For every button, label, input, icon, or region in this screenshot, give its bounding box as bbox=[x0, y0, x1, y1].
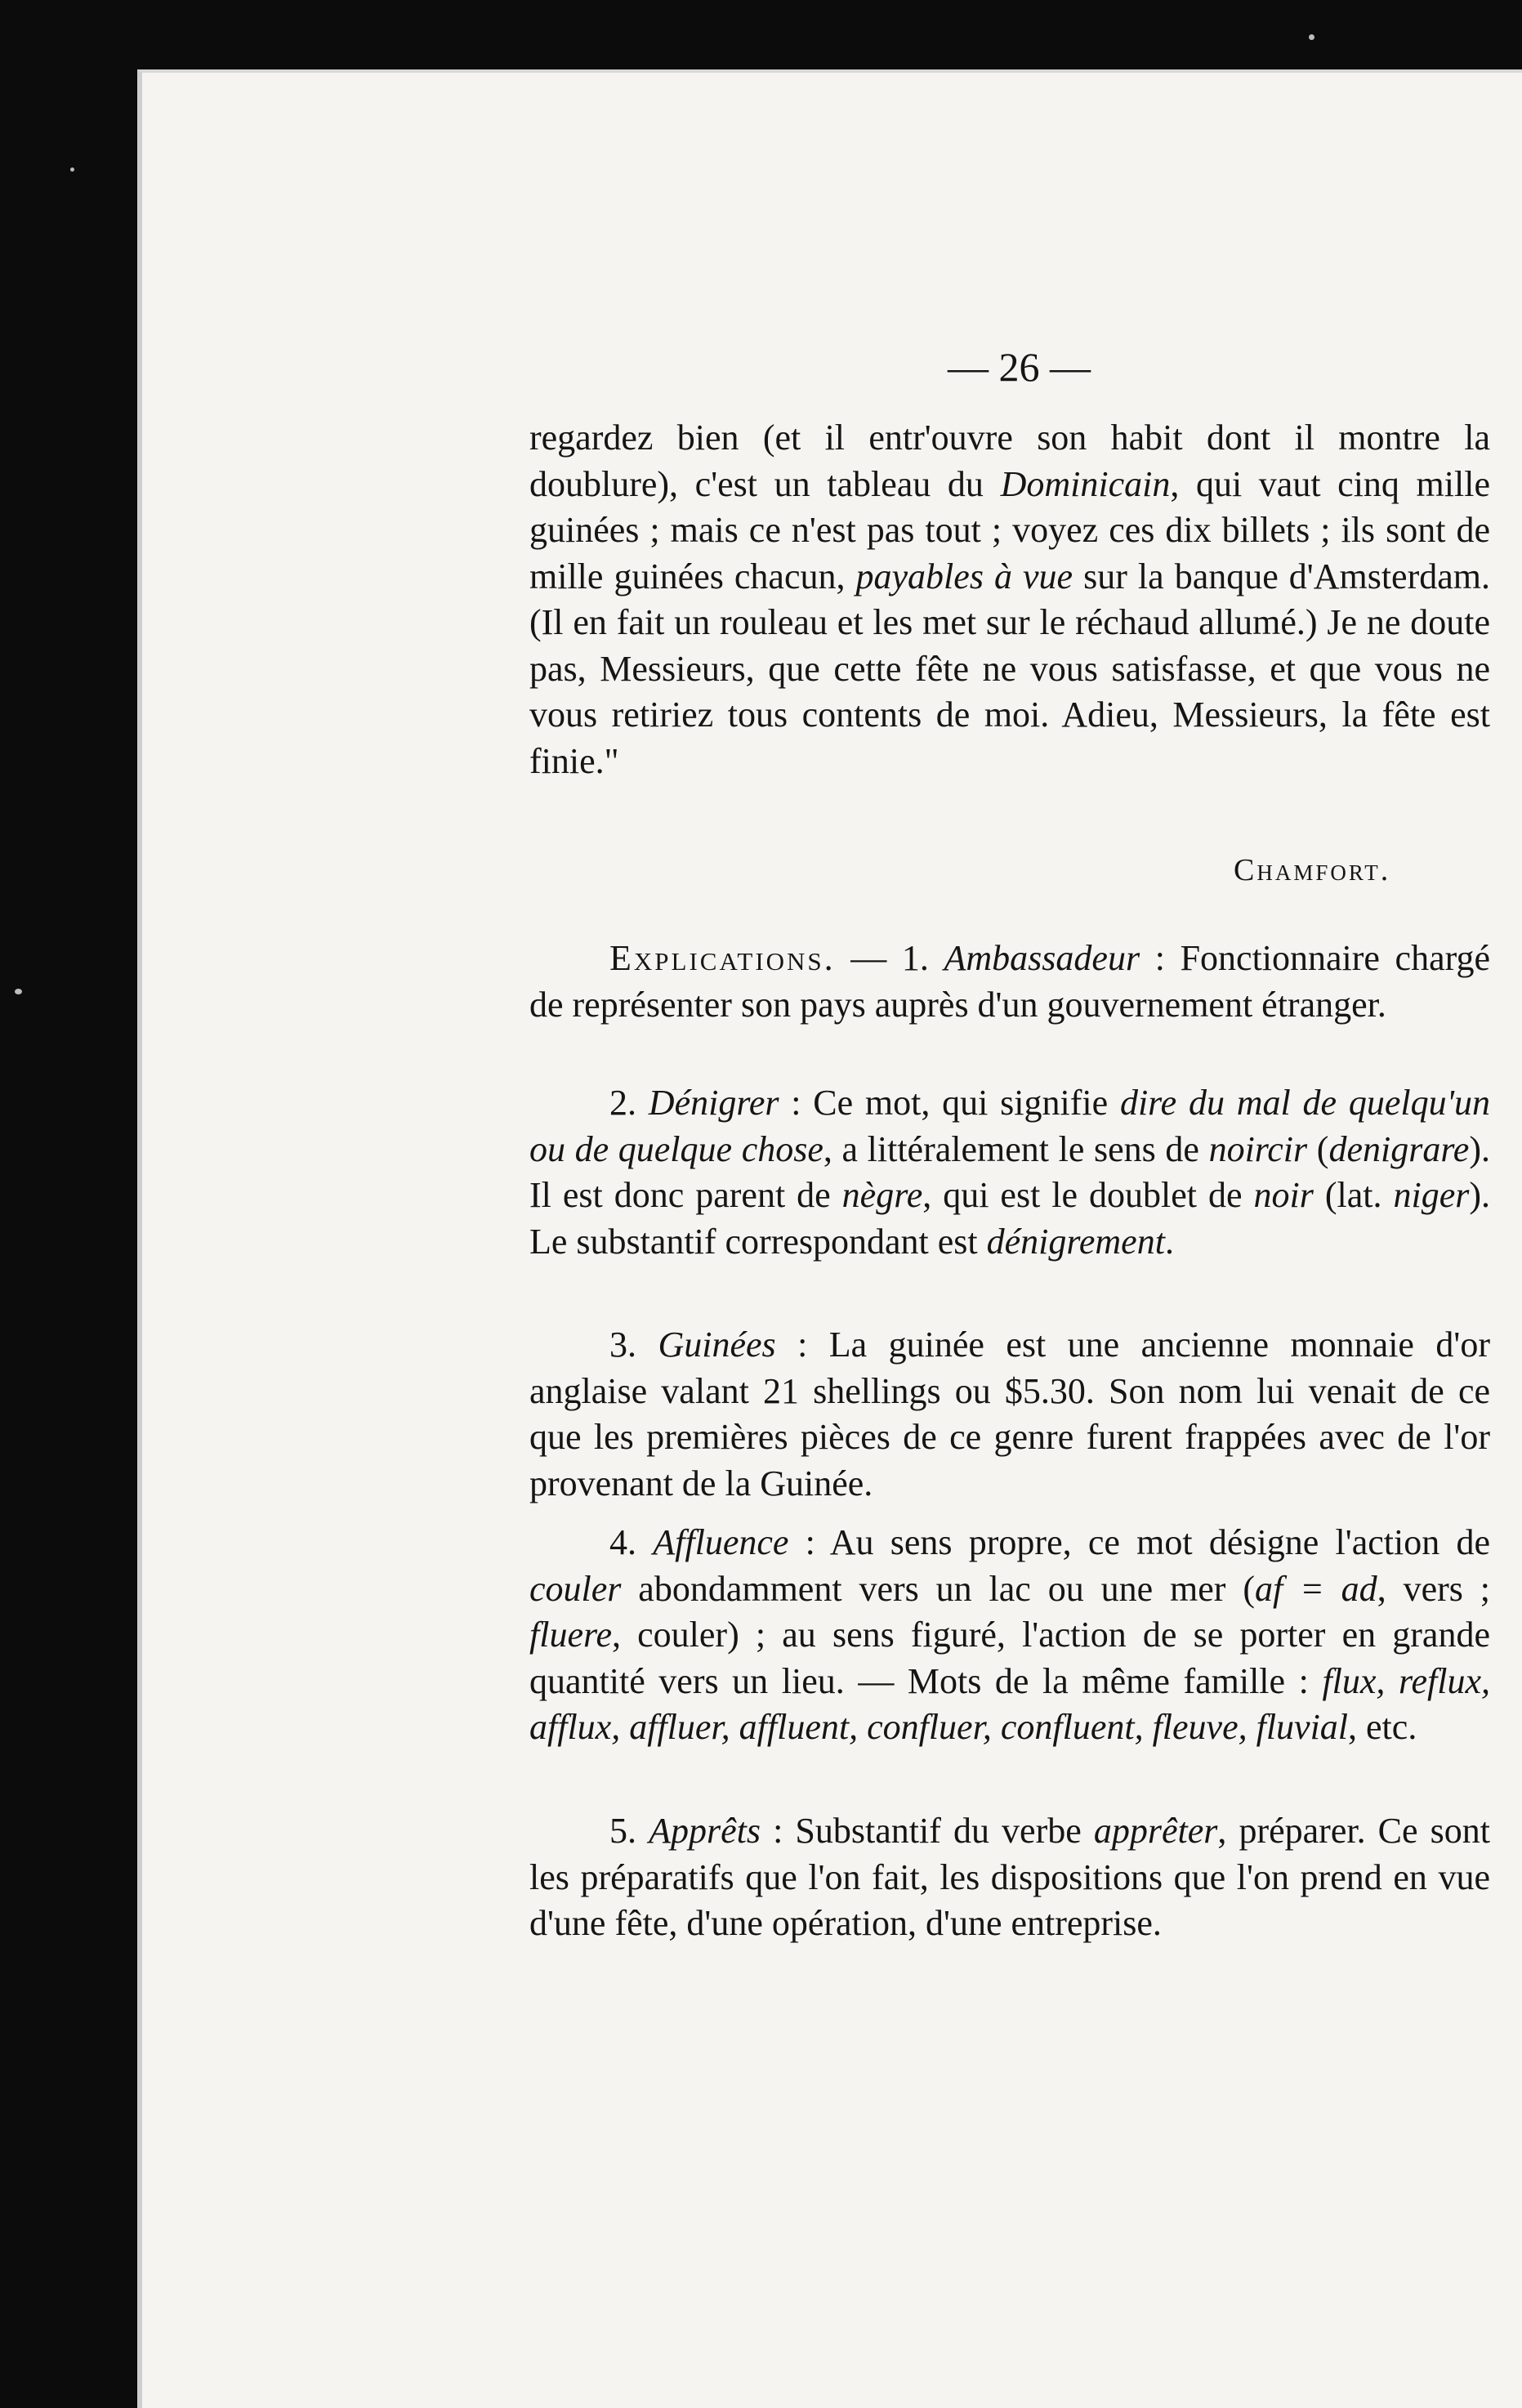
page-number: — 26 — bbox=[948, 344, 1091, 390]
continuation-text-after-2: sur la banque d'Amsterdam. (Il en fait un rouleau et les met sur le réchaud allumé.) Je ne doute pas, Messieurs, que cette fête ne vous satisfasse, et que vous ne vous retiriez tous contents de moi. Adieu, Messieurs, la fête est finie." bbox=[529, 556, 1490, 781]
item-body: La guinée est une ancienne monnaie d'or anglaise valant 21 shellings ou $5.30. Son nom lui venait de ce que les premières pièces de ce genre furent frappées avec de l'or provenant de la Guinée. bbox=[529, 1325, 1490, 1503]
item-body-italic: noir bbox=[1253, 1175, 1314, 1215]
item-separator: : bbox=[760, 1811, 796, 1851]
item-body-italic: apprêter bbox=[1093, 1811, 1218, 1851]
continuation-italic: Dominicain bbox=[1000, 463, 1171, 504]
item-body-italic: couler bbox=[529, 1568, 622, 1609]
item-body-text: Substantif du verbe bbox=[795, 1811, 1094, 1851]
explication-item-5 bbox=[529, 1808, 1490, 1947]
item-body-italic: dénigrement bbox=[986, 1221, 1165, 1262]
explication-item-2 bbox=[529, 1080, 1490, 1265]
item-body-text: , a littéralement le sens de bbox=[823, 1128, 1209, 1169]
item-separator: : bbox=[775, 1325, 829, 1365]
item-body-italic: dire du mal de quelqu'un ou de quelque chose bbox=[529, 1083, 1491, 1169]
explication-item-3 bbox=[529, 1322, 1490, 1507]
item-body-italic: flux, reflux, afflux, affluer, affluent, confluer, confluent, fleuve, fluvial bbox=[529, 1660, 1490, 1747]
item-body-italic: nègre bbox=[841, 1175, 923, 1215]
author-signature: Chamfort. bbox=[1234, 853, 1391, 887]
continuation-text: regardez bien (et il entr'ouvre son habit dont il montre la doublure), c'est un tableau du bbox=[529, 418, 1490, 504]
item-body-text: ( bbox=[1307, 1128, 1329, 1169]
item-body-italic: af = ad bbox=[1254, 1568, 1377, 1609]
item-body-text: Au sens propre, ce mot désigne l'action de bbox=[829, 1522, 1491, 1562]
item-body-text: , vers ; bbox=[1377, 1568, 1491, 1609]
item-term: Guinées bbox=[658, 1325, 776, 1365]
item-term: Ambassadeur bbox=[944, 938, 1140, 978]
scan-speck bbox=[15, 989, 22, 994]
item-number: 5. bbox=[609, 1811, 636, 1851]
continuation-text-after: , qui vaut cinq mille guinées ; mais ce n'est pas tout ; voyez ces dix billets ; ils sont de mille guinées chacun, bbox=[529, 463, 1490, 596]
item-body-text: ). Il est donc parent de bbox=[529, 1128, 1490, 1215]
item-number: 4. bbox=[609, 1522, 636, 1562]
item-body-text: Ce mot, qui signifie bbox=[813, 1083, 1120, 1123]
item-term: Dénigrer bbox=[648, 1083, 779, 1123]
item-separator: : bbox=[779, 1083, 814, 1123]
item-body-text: , couler) ; au sens figuré, l'action de se porter en grande quantité vers un lieu. — Mots de la même famille : bbox=[529, 1615, 1490, 1701]
item-body-text: , qui est le doublet de bbox=[922, 1175, 1254, 1215]
item-body-text: . bbox=[1164, 1221, 1174, 1262]
item-body-text: ). Le substantif correspondant est bbox=[529, 1175, 1491, 1262]
item-body-italic: noircir bbox=[1208, 1128, 1308, 1169]
item-separator: : bbox=[1140, 938, 1181, 978]
explications-dash: — bbox=[835, 938, 902, 978]
item-term: Affluence bbox=[653, 1522, 789, 1562]
item-term: Apprêts bbox=[649, 1811, 761, 1851]
continuation-paragraph bbox=[529, 415, 1490, 784]
continuation-italic-2: payables à vue bbox=[855, 556, 1073, 596]
item-body-italic: denigrare bbox=[1328, 1128, 1470, 1169]
item-body-italic: niger bbox=[1393, 1175, 1470, 1215]
item-number: 1. bbox=[901, 938, 929, 978]
scan-speck bbox=[70, 168, 74, 172]
item-number: 2. bbox=[609, 1083, 636, 1123]
explications-heading: Explications. bbox=[609, 938, 836, 978]
explication-item-4 bbox=[529, 1520, 1490, 1751]
item-body-italic: fluere bbox=[529, 1615, 612, 1655]
explication-item-1 bbox=[529, 936, 1490, 1028]
item-number: 3. bbox=[609, 1325, 636, 1365]
item-body-text: abondamment vers un lac ou une mer ( bbox=[621, 1568, 1255, 1609]
item-body-text: (lat. bbox=[1313, 1175, 1394, 1215]
scan-speck bbox=[1309, 34, 1314, 40]
item-separator: : bbox=[788, 1522, 830, 1562]
item-body: Fonctionnaire chargé de représenter son pays auprès d'un gouvernement étranger. bbox=[529, 938, 1491, 1025]
item-body-text: , préparer. Ce sont les préparatifs que l'on fait, les dispositions que l'on prend en vue d'une fête, d'une opération, d'une entreprise. bbox=[529, 1811, 1490, 1943]
item-body-text: , etc. bbox=[1348, 1707, 1417, 1747]
